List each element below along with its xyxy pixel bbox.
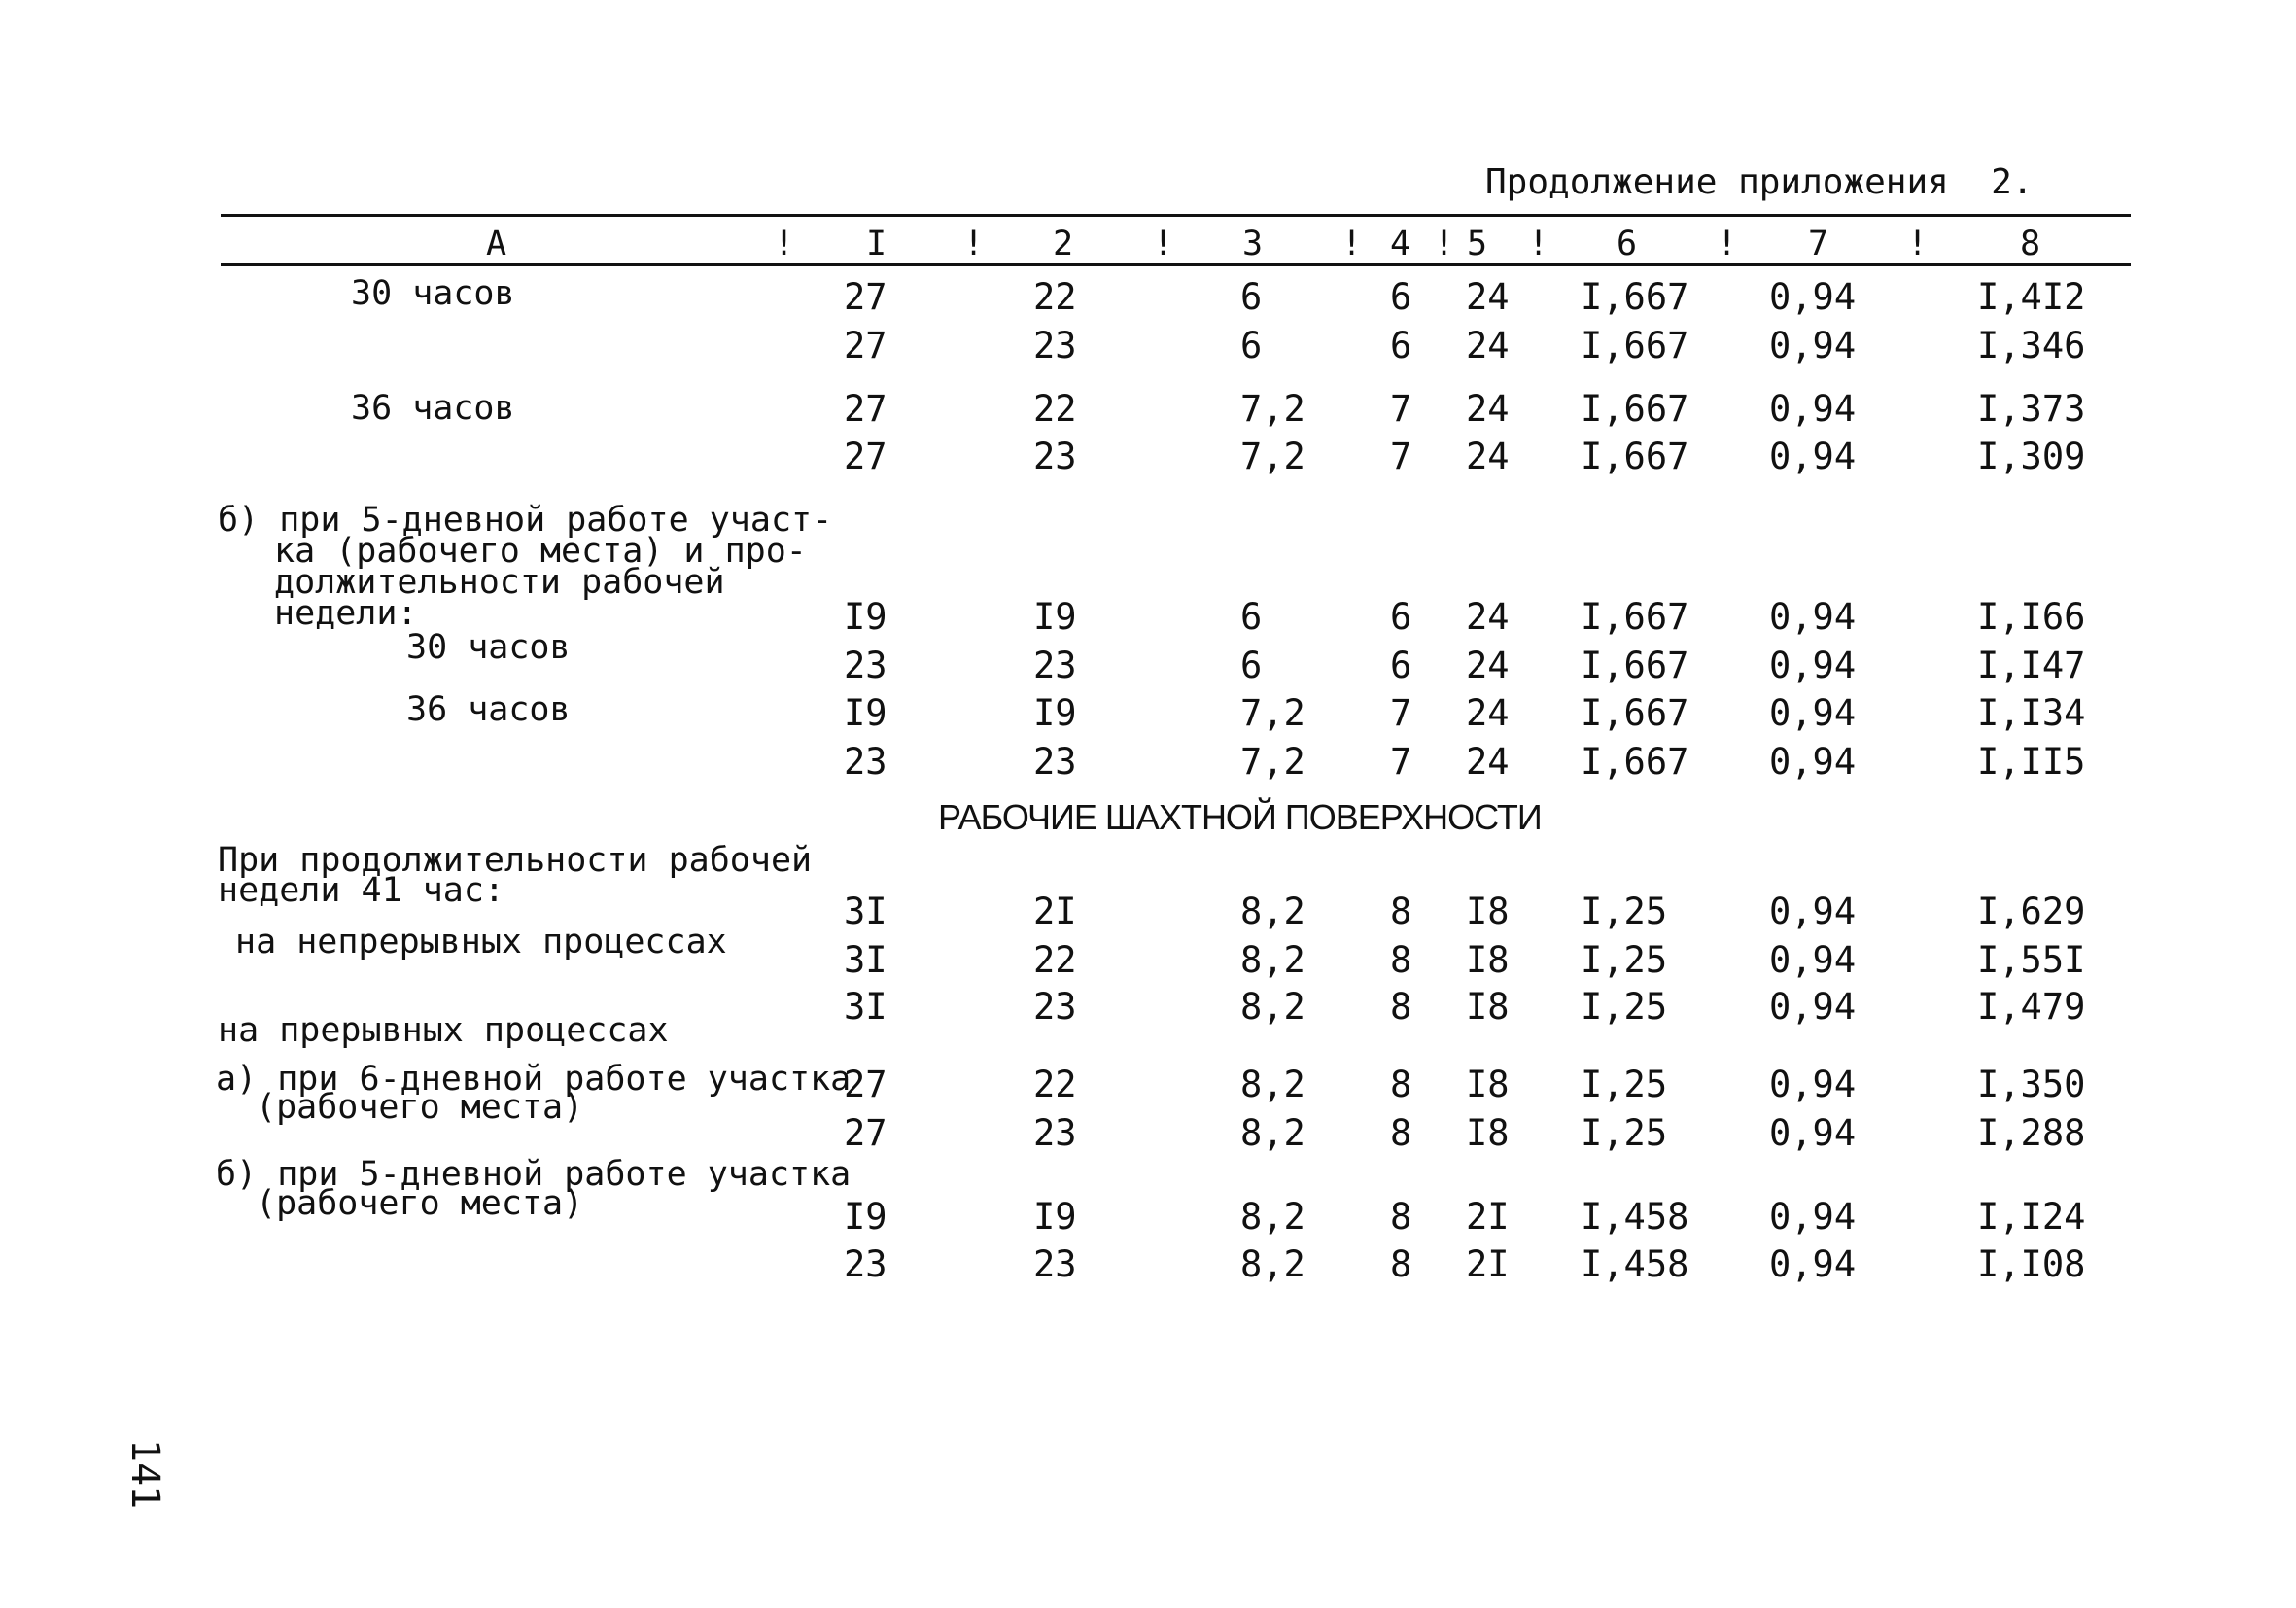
table-cell-col-4: 8: [1390, 1112, 1412, 1154]
table-cell-col-6: I,667: [1581, 692, 1689, 734]
table-cell-col-2: 2I: [1033, 891, 1077, 932]
column-header-7: 7: [1808, 225, 1829, 263]
table-cell-col-6: I,25: [1581, 1064, 1668, 1105]
column-separator: !: [1907, 225, 1929, 263]
table-cell-col-8: I,I47: [1977, 645, 2086, 686]
table-cell-col-8: I,309: [1977, 436, 2086, 477]
label-30-hours: 30 часов: [406, 628, 571, 667]
column-separator: !: [1528, 225, 1549, 263]
table-cell-col-8: I,479: [1977, 986, 2086, 1028]
table-cell-col-3: 6: [1240, 276, 1263, 318]
table-cell-col-1: 3I: [844, 939, 887, 981]
table-cell-col-1: 27: [844, 1112, 887, 1154]
table-top-rule: [221, 214, 2131, 217]
table-cell-col-8: I,629: [1977, 891, 2086, 932]
label-discontinuous-processes: на прерывных процессах: [218, 1011, 669, 1050]
table-cell-col-4: 8: [1390, 1064, 1412, 1105]
table-cell-col-3: 8,2: [1240, 986, 1305, 1028]
table-cell-col-8: I,350: [1977, 1064, 2086, 1105]
table-cell-col-3: 8,2: [1240, 891, 1305, 932]
label-41-hours-line1: При продолжительности рабочей: [218, 841, 813, 880]
table-cell-col-4: 7: [1390, 388, 1412, 430]
table-cell-col-6: I,458: [1581, 1196, 1689, 1238]
table-cell-col-4: 6: [1390, 325, 1412, 367]
table-cell-col-6: I,667: [1581, 596, 1689, 638]
table-cell-col-6: I,667: [1581, 325, 1689, 367]
table-cell-col-6: I,458: [1581, 1243, 1689, 1285]
table-cell-col-8: I,55I: [1977, 939, 2086, 981]
table-cell-col-4: 6: [1390, 276, 1412, 318]
table-cell-col-4: 6: [1390, 645, 1412, 686]
table-cell-col-1: 27: [844, 1064, 887, 1105]
column-separator: !: [1434, 225, 1455, 263]
section-heading: РАБОЧИЕ ШАХТНОЙ ПОВЕРХНОСТИ: [938, 797, 1542, 837]
table-cell-col-4: 8: [1390, 939, 1412, 981]
table-cell-col-5: 24: [1466, 692, 1510, 734]
column-header-3: 3: [1242, 225, 1264, 263]
table-cell-col-5: 24: [1466, 276, 1510, 318]
label-five-day-b-line1: б) при 5-дневной работе участка: [216, 1155, 852, 1194]
table-cell-col-7: 0,94: [1769, 388, 1857, 430]
table-cell-col-6: I,25: [1581, 939, 1668, 981]
table-cell-col-7: 0,94: [1769, 741, 1857, 783]
column-separator: !: [1341, 225, 1363, 263]
page-number: 141: [122, 1439, 167, 1510]
table-cell-col-2: 23: [1033, 1243, 1077, 1285]
table-cell-col-8: I,I24: [1977, 1196, 2086, 1238]
table-cell-col-5: I8: [1466, 986, 1510, 1028]
table-cell-col-1: 27: [844, 325, 887, 367]
table-cell-col-4: 7: [1390, 741, 1412, 783]
table-cell-col-4: 6: [1390, 596, 1412, 638]
table-cell-col-7: 0,94: [1769, 939, 1857, 981]
table-cell-col-7: 0,94: [1769, 1112, 1857, 1154]
table-cell-col-5: I8: [1466, 1064, 1510, 1105]
label-41-hours-line2: недели 41 час:: [218, 871, 505, 910]
table-cell-col-6: I,667: [1581, 276, 1689, 318]
table-cell-col-1: 27: [844, 388, 887, 430]
table-cell-col-3: 8,2: [1240, 1196, 1305, 1238]
label-six-day-line1: а) при 6-дневной работе участка: [216, 1060, 852, 1099]
table-cell-col-5: I8: [1466, 891, 1510, 932]
column-separator: !: [963, 225, 985, 263]
table-cell-col-5: I8: [1466, 939, 1510, 981]
table-cell-col-7: 0,94: [1769, 1196, 1857, 1238]
table-cell-col-1: 3I: [844, 891, 887, 932]
table-cell-col-5: 2I: [1466, 1196, 1510, 1238]
table-cell-col-7: 0,94: [1769, 1064, 1857, 1105]
table-cell-col-6: I,667: [1581, 388, 1689, 430]
table-cell-col-8: I,373: [1977, 388, 2086, 430]
table-cell-col-1: 23: [844, 645, 887, 686]
table-cell-col-4: 8: [1390, 1243, 1412, 1285]
table-cell-col-2: 22: [1033, 1064, 1077, 1105]
table-cell-col-3: 7,2: [1240, 692, 1305, 734]
column-header-8: 8: [2020, 225, 2041, 263]
label-five-day-line2: ка (рабочего места) и про-: [274, 532, 807, 571]
table-cell-col-1: I9: [844, 596, 887, 638]
table-cell-col-3: 6: [1240, 645, 1263, 686]
table-cell-col-4: 8: [1390, 1196, 1412, 1238]
label-five-day-line4: недели:: [274, 594, 418, 633]
table-cell-col-1: I9: [844, 692, 887, 734]
table-cell-col-7: 0,94: [1769, 986, 1857, 1028]
table-cell-col-3: 7,2: [1240, 741, 1305, 783]
table-cell-col-8: I,I34: [1977, 692, 2086, 734]
table-cell-col-3: 7,2: [1240, 388, 1305, 430]
label-30-hours: 30 часов: [351, 274, 515, 313]
table-cell-col-7: 0,94: [1769, 596, 1857, 638]
table-cell-col-6: I,25: [1581, 986, 1668, 1028]
table-cell-col-2: 23: [1033, 645, 1077, 686]
table-cell-col-7: 0,94: [1769, 645, 1857, 686]
table-cell-col-3: 8,2: [1240, 1243, 1305, 1285]
table-cell-col-6: I,25: [1581, 891, 1668, 932]
table-cell-col-3: 8,2: [1240, 1112, 1305, 1154]
label-six-day-line2: (рабочего места): [256, 1088, 584, 1127]
table-cell-col-1: 3I: [844, 986, 887, 1028]
table-cell-col-3: 8,2: [1240, 1064, 1305, 1105]
table-cell-col-1: 27: [844, 436, 887, 477]
table-cell-col-4: 8: [1390, 891, 1412, 932]
table-cell-col-8: I,II5: [1977, 741, 2086, 783]
table-cell-col-8: I,4I2: [1977, 276, 2086, 318]
table-cell-col-6: I,667: [1581, 741, 1689, 783]
column-header-4: 4: [1390, 225, 1411, 263]
label-36-hours: 36 часов: [351, 389, 515, 428]
table-cell-col-2: I9: [1033, 596, 1077, 638]
table-cell-col-2: 22: [1033, 276, 1077, 318]
label-five-day-line3: должительности рабочей: [274, 563, 725, 602]
table-cell-col-3: 7,2: [1240, 436, 1305, 477]
table-cell-col-2: I9: [1033, 1196, 1077, 1238]
table-cell-col-8: I,288: [1977, 1112, 2086, 1154]
table-cell-col-4: 7: [1390, 436, 1412, 477]
table-cell-col-5: 24: [1466, 596, 1510, 638]
table-cell-col-5: 24: [1466, 741, 1510, 783]
table-cell-col-2: 22: [1033, 388, 1077, 430]
table-cell-col-8: I,346: [1977, 325, 2086, 367]
table-cell-col-1: 27: [844, 276, 887, 318]
table-cell-col-7: 0,94: [1769, 325, 1857, 367]
column-header-5: 5: [1467, 225, 1488, 263]
table-cell-col-1: I9: [844, 1196, 887, 1238]
column-header-1: I: [866, 225, 887, 263]
column-header-6: 6: [1617, 225, 1638, 263]
table-cell-col-2: 23: [1033, 325, 1077, 367]
table-cell-col-7: 0,94: [1769, 1243, 1857, 1285]
label-36-hours: 36 часов: [406, 690, 571, 729]
table-cell-col-2: 23: [1033, 741, 1077, 783]
table-cell-col-1: 23: [844, 741, 887, 783]
table-cell-col-2: 22: [1033, 939, 1077, 981]
label-five-day-b-line2: (рабочего места): [256, 1184, 584, 1223]
table-cell-col-8: I,I08: [1977, 1243, 2086, 1285]
table-cell-col-2: I9: [1033, 692, 1077, 734]
column-header-2: 2: [1053, 225, 1074, 263]
table-cell-col-3: 6: [1240, 325, 1263, 367]
table-cell-col-5: 24: [1466, 388, 1510, 430]
column-separator: !: [1153, 225, 1174, 263]
column-separator: !: [774, 225, 795, 263]
table-cell-col-4: 7: [1390, 692, 1412, 734]
table-cell-col-2: 23: [1033, 1112, 1077, 1154]
table-cell-col-2: 23: [1033, 986, 1077, 1028]
table-cell-col-7: 0,94: [1769, 436, 1857, 477]
table-cell-col-2: 23: [1033, 436, 1077, 477]
table-cell-col-3: 6: [1240, 596, 1263, 638]
column-separator: !: [1717, 225, 1738, 263]
table-cell-col-5: 24: [1466, 325, 1510, 367]
column-header-a: А: [486, 225, 507, 263]
table-cell-col-6: I,25: [1581, 1112, 1668, 1154]
table-cell-col-3: 8,2: [1240, 939, 1305, 981]
table-cell-col-8: I,I66: [1977, 596, 2086, 638]
table-cell-col-1: 23: [844, 1243, 887, 1285]
table-cell-col-5: 2I: [1466, 1243, 1510, 1285]
table-cell-col-6: I,667: [1581, 645, 1689, 686]
label-five-day-line1: б) при 5-дневной работе участ-: [218, 501, 833, 540]
table-cell-col-7: 0,94: [1769, 891, 1857, 932]
table-cell-col-5: I8: [1466, 1112, 1510, 1154]
table-cell-col-5: 24: [1466, 436, 1510, 477]
table-cell-col-6: I,667: [1581, 436, 1689, 477]
table-header-rule: [221, 263, 2131, 266]
label-continuous-processes: на непрерывных процессах: [235, 923, 727, 961]
continuation-caption: Продолжение приложения 2.: [1485, 162, 2034, 202]
table-cell-col-7: 0,94: [1769, 692, 1857, 734]
table-cell-col-7: 0,94: [1769, 276, 1857, 318]
table-cell-col-5: 24: [1466, 645, 1510, 686]
table-cell-col-4: 8: [1390, 986, 1412, 1028]
